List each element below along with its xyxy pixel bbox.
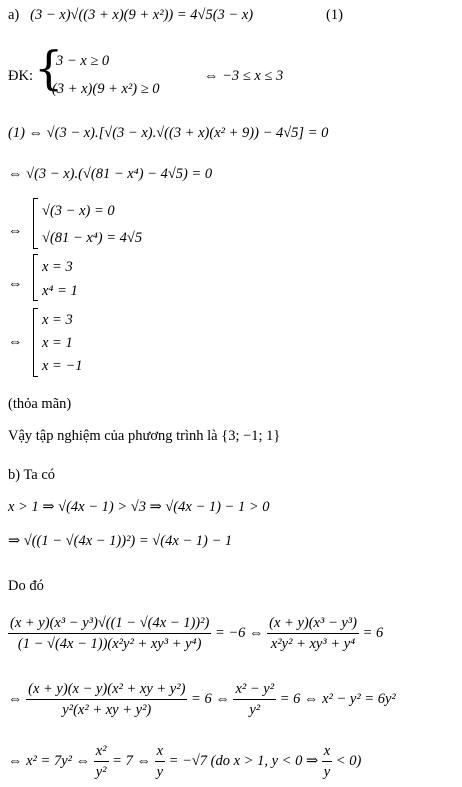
fraction-5-numerator: x² — [94, 742, 109, 762]
step-3-prefix: ⇔ — [8, 223, 23, 239]
step-2: ⇔ √(3 − x).(√(81 − x⁴) − 4√5) = 0 — [8, 166, 213, 182]
bracket-3-top — [33, 308, 38, 309]
solution-conclusion: Vậy tập nghiệm của phương trình là {3; −1; 1} — [8, 428, 281, 444]
fraction-4 — [233, 680, 276, 719]
fraction-6-denominator: y — [156, 764, 164, 780]
step-5-prefix: ⇔ — [8, 334, 23, 350]
fraction-equation-1 — [8, 614, 383, 653]
part-b-line-2: ⇒ √((1 − √(4x − 1))²) = √(4x − 1) − 1 — [8, 533, 233, 549]
fraction-2-numerator: (x + y)(x³ − y³) — [267, 614, 359, 634]
fraction-2 — [267, 614, 359, 653]
step-3-b: √(81 − x⁴) = 4√5 — [42, 230, 143, 246]
equation-1: (3 − x)√((3 + x)(9 + x²)) = 4√5(3 − x) — [30, 7, 254, 23]
part-a-label: a) — [8, 7, 20, 23]
part-b-label: b) Ta có — [8, 467, 56, 483]
fraction-equation-2 — [8, 680, 396, 719]
fraction-3-rhs: = 6 ⇔ — [191, 690, 230, 707]
step-1: (1) ⇔ √(3 − x).[√(3 − x).√((3 + x)(x² + 9)) − 4√5] = 0 — [8, 125, 329, 141]
fraction-4-denominator: y² — [249, 702, 261, 718]
fraction-equation-3 — [8, 742, 361, 781]
fraction-7-denominator: y — [323, 764, 331, 780]
step-3-a: √(3 − x) = 0 — [42, 203, 115, 219]
fraction-4-numerator: x² − y² — [233, 680, 276, 700]
fraction-6-numerator: x — [155, 742, 165, 762]
equation-number: (1) — [326, 7, 343, 23]
last-mid: = 7 ⇔ — [112, 752, 151, 769]
step-5-a: x = 3 — [42, 312, 73, 328]
bracket-1-top — [33, 198, 38, 199]
fraction-3 — [26, 680, 187, 719]
therefore-label: Do đó — [8, 578, 44, 594]
condition-label: ĐK: — [8, 68, 33, 84]
step-4-prefix: ⇔ — [8, 276, 23, 292]
fraction-2-denominator: x²y² + xy³ + y⁴ — [270, 636, 356, 652]
step-4-a: x = 3 — [42, 259, 73, 275]
fraction-3-denominator: y²(x² + xy + y²) — [62, 702, 152, 718]
condition-2: (3 + x)(9 + x²) ≥ 0 — [52, 81, 160, 97]
bracket-1-bottom — [33, 248, 38, 249]
bracket-1 — [33, 198, 34, 248]
bracket-2 — [33, 254, 34, 300]
fraction-6 — [155, 742, 165, 781]
fraction-4-rhs: = 6 ⇔ x² − y² = 6y² — [279, 690, 396, 707]
fraction-3-numerator: (x + y)(x − y)(x² + xy + y²) — [26, 680, 187, 700]
fraction-1-denominator: (1 − √(4x − 1))(x²y² + xy³ + y⁴) — [17, 636, 202, 652]
fraction-1 — [8, 614, 211, 653]
satisfied-note: (thỏa mãn) — [8, 396, 72, 412]
fraction-7 — [322, 742, 332, 781]
fraction-1-numerator: (x + y)(x³ − y³)√((1 − √(4x − 1))²) — [8, 614, 211, 634]
step-5-c: x = −1 — [42, 358, 83, 374]
fraction-2-rhs: = 6 — [362, 624, 384, 641]
bracket-3 — [33, 308, 34, 376]
fraction-5-denominator: y² — [95, 764, 107, 780]
step-5-b: x = 1 — [42, 335, 73, 351]
fraction-1-rhs: = −6 ⇔ — [214, 624, 264, 641]
last-mid-2: = −√7 (do x > 1, y < 0 ⇒ — [168, 752, 319, 769]
bracket-2-top — [33, 254, 38, 255]
last-end: < 0) — [335, 752, 362, 769]
part-b-line-1: x > 1 ⇒ √(4x − 1) > √3 ⇒ √(4x − 1) − 1 > 0 — [8, 499, 270, 515]
bracket-2-bottom — [33, 300, 38, 301]
condition-1: 3 − x ≥ 0 — [56, 53, 110, 69]
last-prefix: ⇔ x² = 7y² ⇔ — [8, 752, 91, 769]
curly-brace: { — [34, 41, 64, 95]
fraction-7-numerator: x — [322, 742, 332, 762]
bracket-3-bottom — [33, 376, 38, 377]
fraction-5 — [94, 742, 109, 781]
part-a-equation — [8, 6, 253, 24]
condition-result: ⇔ −3 ≤ x ≤ 3 — [204, 68, 284, 84]
fraction-3-prefix: ⇔ — [8, 690, 23, 707]
step-4-b: x⁴ = 1 — [42, 283, 78, 299]
